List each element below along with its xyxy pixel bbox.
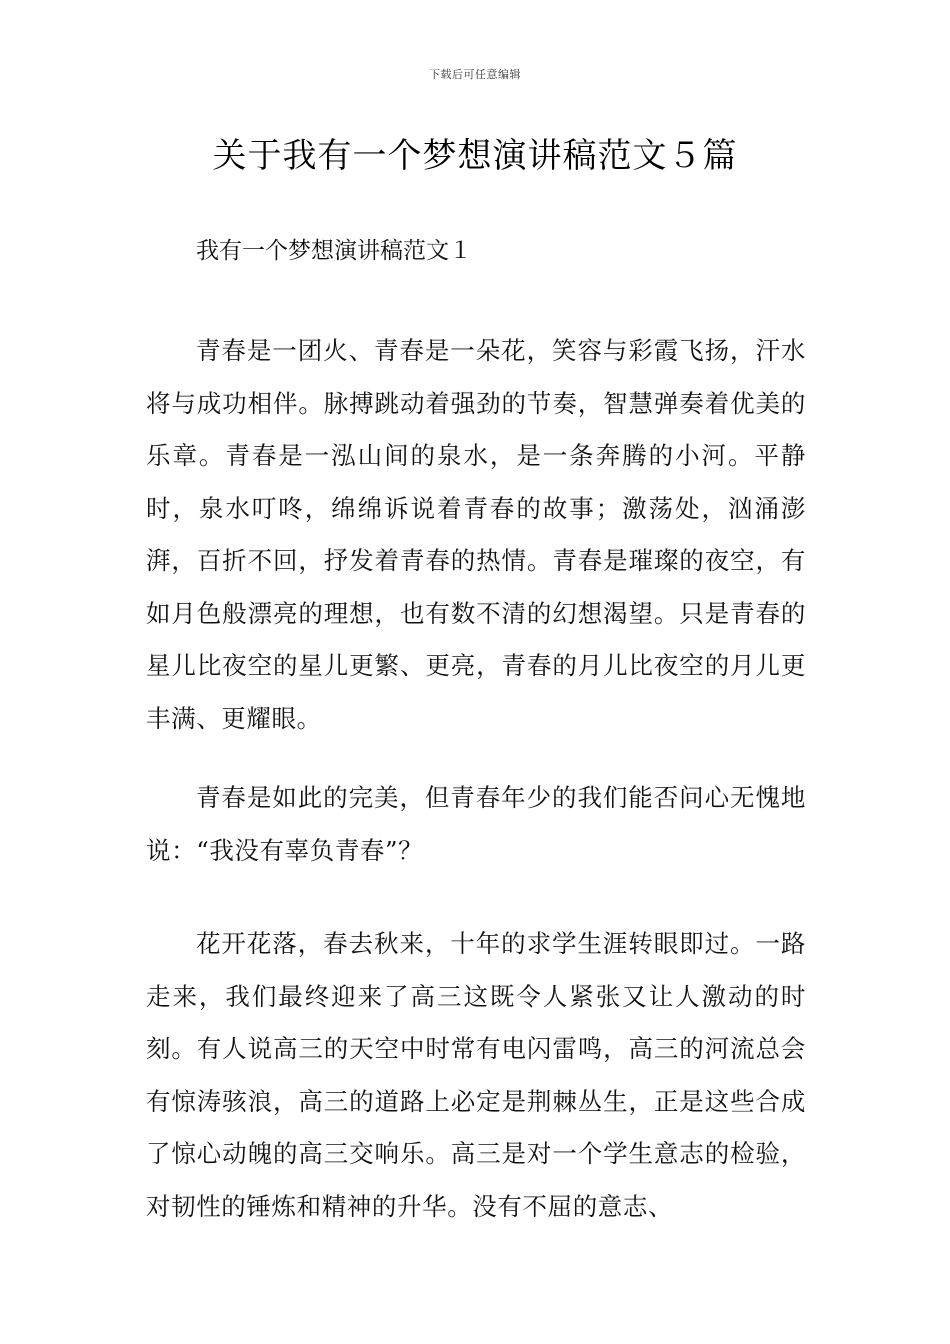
paragraph-3: 花开花落，春去秋来，十年的求学生涯转眼即过。一路走来，我们最终迎来了高三这既令人紧张又让人激动的时刻。有人说高三的天空中时常有电闪雷鸣，高三的河流总会有惊涛骇浪，高三的道路上必定是荆棘丛生，正是这些合成了惊心动魄的高三交响乐。高三是对一个学生意志的检验，对韧性的锤炼和精神的升华。没有不屈的意志、	[146, 929, 806, 1221]
header-note: 下载后可任意编辑	[429, 68, 521, 81]
paragraph-2: 青春是如此的完美，但青春年少的我们能否问心无愧地说：“我没有辜负青春”？	[146, 783, 806, 865]
section-heading: 我有一个梦想演讲稿范文１	[196, 238, 472, 264]
paragraph-1: 青春是一团火、青春是一朵花，笑容与彩霞飞扬，汗水将与成功相伴。脉搏跳动着强劲的节奏，智慧弹奏着优美的乐章。青春是一泓山间的泉水，是一条奔腾的小河。平静时，泉水叮咚，绵绵诉说着青春的故事；激荡处，汹涌澎湃，百折不回，抒发着青春的热情。青春是璀璨的夜空，有如月色般漂亮的理想，也有数不清的幻想渴望。只是青春的星儿比夜空的星儿更繁、更亮，青春的月儿比夜空的月儿更丰满、更耀眼。	[146, 336, 806, 733]
document-title: 关于我有一个梦想演讲稿范文５篇	[212, 136, 738, 176]
